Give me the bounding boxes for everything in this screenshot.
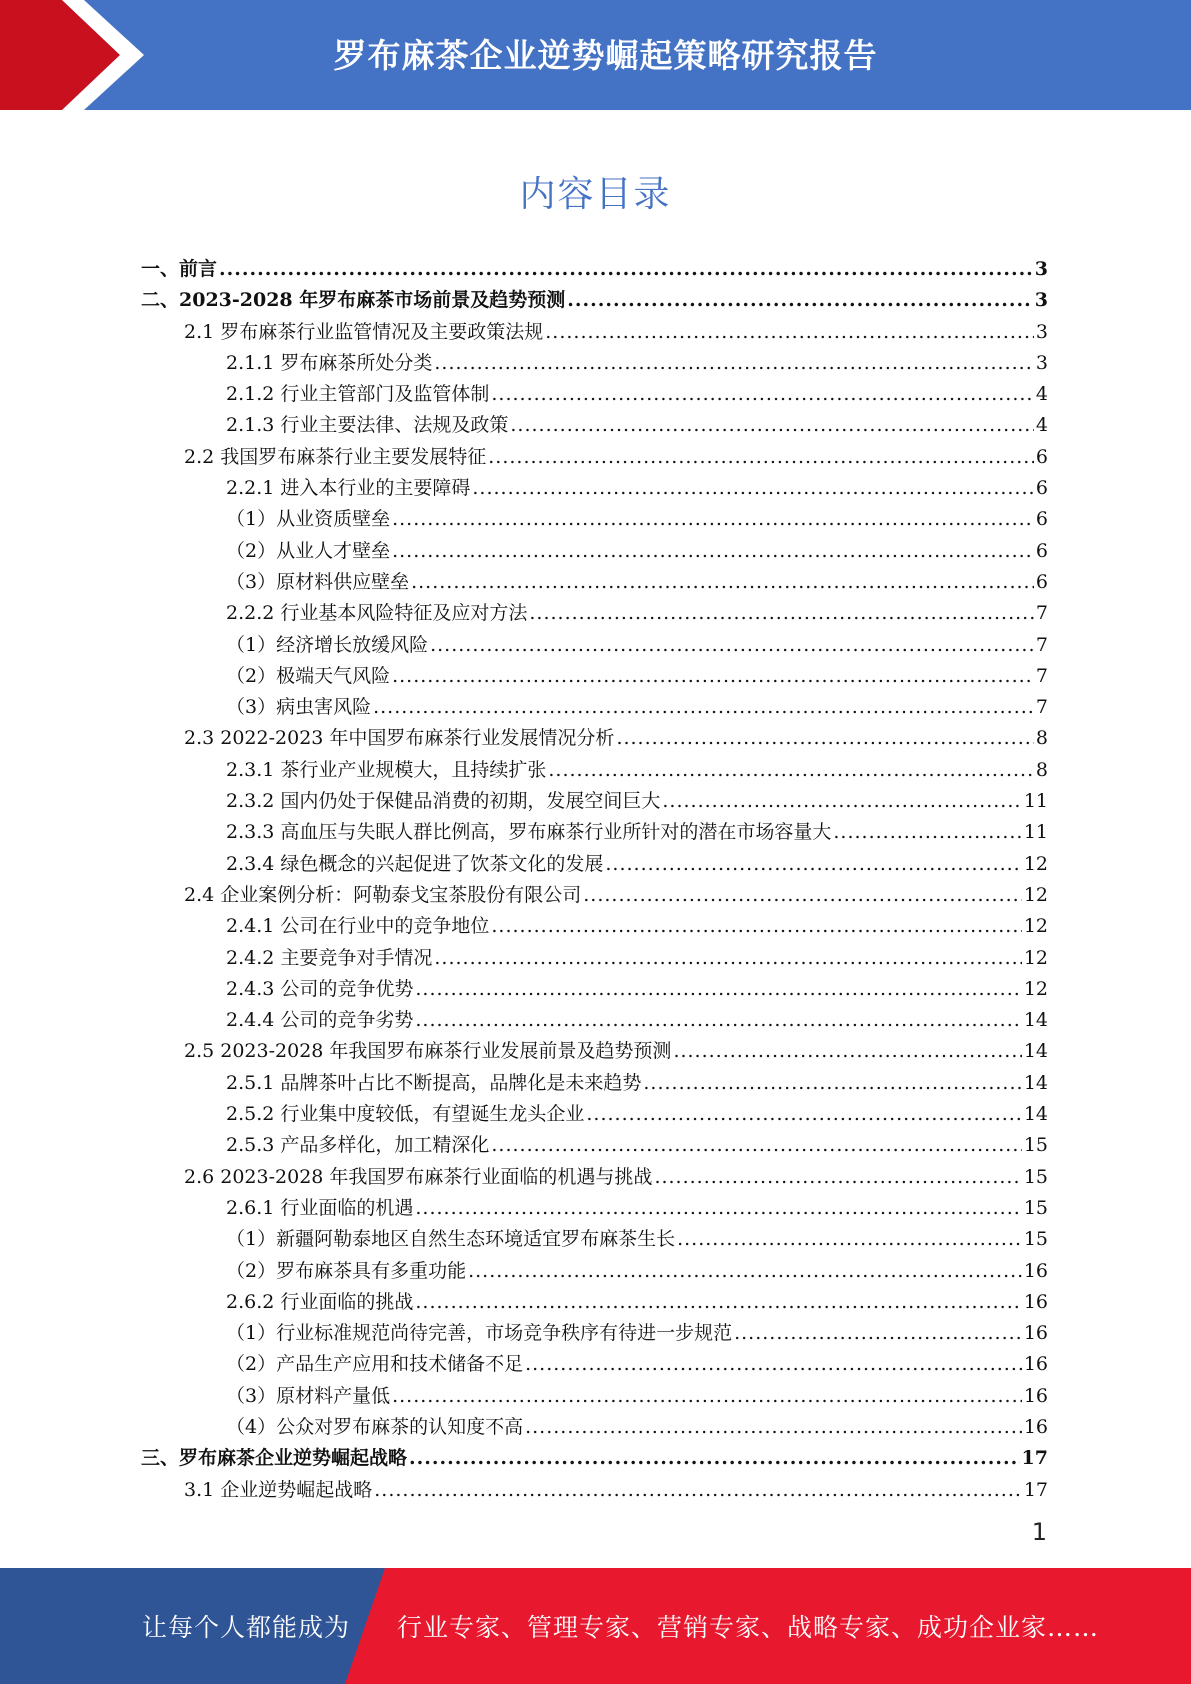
toc-dot-leader: [567, 285, 1033, 316]
toc-entry-title: 2.1.1 罗布麻茶所处分类: [226, 351, 433, 374]
toc-entry-page: 14: [1023, 1040, 1048, 1063]
toc-dot-leader: [488, 442, 1034, 473]
toc-entry-page: 7: [1035, 633, 1048, 656]
footer-slogan-right: 行业专家、管理专家、营销专家、战略专家、成功企业家……: [397, 1613, 1100, 1642]
toc-entry-page: 17: [1023, 1478, 1048, 1501]
toc-dot-leader: [409, 1443, 1020, 1474]
toc-entry[interactable]: [141, 1068, 1048, 1099]
toc-entry-page: 16: [1023, 1384, 1048, 1407]
toc-entry-page: 4: [1035, 414, 1048, 437]
toc-dot-leader: [415, 1287, 1021, 1318]
toc-entry-title: 一、前言: [141, 258, 218, 280]
toc-entry-page: 15: [1023, 1134, 1048, 1157]
toc-entry[interactable]: [141, 849, 1048, 880]
toc-entry[interactable]: [141, 1162, 1048, 1193]
toc-entry-title: 2.3.2 国内仍处于保健品消费的初期，发展空间巨大: [226, 790, 661, 813]
toc-entry-title: （2）极端天气风险: [226, 664, 391, 687]
page-number: 1: [1031, 1518, 1047, 1546]
toc-entry[interactable]: [141, 317, 1048, 348]
toc-entry-page: 17: [1021, 1447, 1048, 1470]
toc-entry-title: 2.4.3 公司的竞争优势: [226, 977, 414, 1000]
toc-entry[interactable]: [141, 630, 1048, 661]
report-title: 罗布麻茶企业逆势崛起策略研究报告: [333, 36, 878, 75]
toc-entry-page: 14: [1023, 1103, 1048, 1126]
toc-dot-leader: [833, 817, 1021, 848]
toc-entry[interactable]: [141, 1318, 1048, 1349]
toc-entry[interactable]: [141, 755, 1048, 786]
toc-entry[interactable]: [141, 661, 1048, 692]
toc-entry[interactable]: [141, 598, 1048, 629]
toc-entry-page: 12: [1023, 946, 1048, 969]
toc-entry[interactable]: [141, 536, 1048, 567]
toc-dot-leader: [392, 504, 1034, 535]
toc-entry-title: 2.5.1 品牌茶叶占比不断提高，品牌化是未来趋势: [226, 1071, 642, 1094]
toc-entry-title: （3）原材料产量低: [226, 1384, 391, 1407]
toc-dot-leader: [392, 661, 1034, 692]
toc-entry-page: 3: [1034, 289, 1048, 312]
toc-entry[interactable]: [141, 504, 1048, 535]
toc-dot-leader: [583, 880, 1022, 911]
toc-dot-leader: [472, 473, 1034, 504]
toc-entry[interactable]: [141, 1099, 1048, 1130]
toc-dot-leader: [525, 1349, 1022, 1380]
toc-dot-leader: [434, 348, 1034, 379]
toc-entry-page: 15: [1023, 1196, 1048, 1219]
toc-entry-title: 2.3 2022-2023 年中国罗布麻茶行业发展情况分析: [184, 727, 615, 750]
toc-dot-leader: [415, 1193, 1021, 1224]
toc-entry-page: 7: [1035, 664, 1048, 687]
toc-dot-leader: [468, 1256, 1022, 1287]
toc-entry-page: 11: [1023, 821, 1048, 844]
toc-entry-title: 2.6.2 行业面临的挑战: [226, 1290, 414, 1313]
toc-entry-page: 14: [1023, 1009, 1048, 1032]
toc-dot-leader: [411, 567, 1034, 598]
toc-entry-title: 2.3.1 茶行业产业规模大，且持续扩张: [226, 758, 547, 781]
toc-entry[interactable]: [141, 943, 1048, 974]
toc-entry[interactable]: [141, 786, 1048, 817]
toc-entry-title: 2.3.4 绿色概念的兴起促进了饮茶文化的发展: [226, 852, 604, 875]
toc-entry-title: 2.4.1 公司在行业中的竞争地位: [226, 915, 490, 938]
toc-entry-page: 16: [1023, 1290, 1048, 1313]
toc-entry-page: 16: [1023, 1415, 1048, 1438]
toc-entry[interactable]: [141, 1193, 1048, 1224]
toc-entry-title: （2）罗布麻茶具有多重功能: [226, 1259, 467, 1282]
toc-entry-page: 15: [1023, 1228, 1048, 1251]
toc-entry[interactable]: [141, 348, 1048, 379]
toc-entry-page: 12: [1023, 852, 1048, 875]
toc-entry[interactable]: [141, 1256, 1048, 1287]
toc-entry-title: 2.2.1 进入本行业的主要障碍: [226, 477, 471, 500]
toc-entry[interactable]: [141, 1412, 1048, 1443]
toc-entry[interactable]: [141, 817, 1048, 848]
toc-entry-title: 2.2.2 行业基本风险特征及应对方法: [226, 602, 528, 625]
toc-entry-page: 11: [1023, 790, 1048, 813]
toc-entry-page: 7: [1035, 602, 1048, 625]
footer-slogan-left: 让每个人都能成为: [142, 1613, 351, 1642]
toc-entry-title: 2.3.3 高血压与失眠人群比例高，罗布麻茶行业所针对的潜在市场容量大: [226, 821, 832, 844]
toc-entry[interactable]: [141, 1130, 1048, 1161]
toc-entry-title: 三、罗布麻茶企业逆势崛起战略: [141, 1447, 408, 1470]
toc-entry-title: （4）公众对罗布麻茶的认知度不高: [226, 1415, 524, 1438]
toc-dot-leader: [662, 786, 1021, 817]
toc-dot-leader: [525, 1412, 1022, 1443]
toc-entry[interactable]: [141, 723, 1048, 754]
toc-entry-title: 2.1.3 行业主要法律、法规及政策: [226, 414, 509, 437]
toc-dot-leader: [529, 598, 1034, 629]
toc-dot-leader: [510, 410, 1034, 441]
toc-dot-leader: [586, 1099, 1021, 1130]
toc-entry[interactable]: [141, 880, 1048, 911]
toc-entry-title: 2.4.2 主要竞争对手情况: [226, 946, 433, 969]
toc-entry[interactable]: [141, 442, 1048, 473]
toc-entry-page: 6: [1035, 508, 1048, 531]
toc-entry-title: （1）新疆阿勒泰地区自然生态环境适宜罗布麻茶生长: [226, 1228, 676, 1251]
toc-dot-leader: [673, 1036, 1021, 1067]
toc-entry-page: 6: [1035, 477, 1048, 500]
toc-entry-title: 2.5.2 行业集中度较低，有望诞生龙头企业: [226, 1103, 585, 1126]
toc-entry[interactable]: [141, 285, 1048, 316]
toc-heading: 内容目录: [519, 174, 672, 215]
toc-entry-title: 2.4.4 公司的竞争劣势: [226, 1009, 414, 1032]
toc-dot-leader: [491, 1130, 1021, 1161]
toc-dot-leader: [734, 1318, 1022, 1349]
toc-entry-title: 2.5 2023-2028 年我国罗布麻茶行业发展前景及趋势预测: [184, 1040, 672, 1063]
toc-entry[interactable]: [141, 1224, 1048, 1255]
toc-entry[interactable]: [141, 473, 1048, 504]
toc-entry[interactable]: [141, 1349, 1048, 1380]
toc-entry-page: 6: [1035, 445, 1048, 468]
toc-entry-page: 16: [1023, 1353, 1048, 1376]
page-footer: [0, 1568, 1191, 1684]
toc-dot-leader: [434, 943, 1021, 974]
toc-entry-page: 6: [1035, 539, 1048, 562]
toc-dot-leader: [373, 692, 1034, 723]
toc-entry[interactable]: [141, 1287, 1048, 1318]
toc-entry[interactable]: [141, 911, 1048, 942]
toc-dot-leader: [374, 1475, 1022, 1506]
toc-entry[interactable]: [141, 1381, 1048, 1412]
toc-dot-leader: [392, 1381, 1022, 1412]
page-header: [0, 0, 1191, 110]
toc-entry-title: 2.1 罗布麻茶行业监管情况及主要政策法规: [184, 320, 544, 343]
toc-dot-leader: [491, 911, 1021, 942]
toc-dot-leader: [491, 379, 1034, 410]
toc-dot-leader: [605, 849, 1021, 880]
toc-dot-leader: [677, 1224, 1022, 1255]
toc-dot-leader: [643, 1068, 1021, 1099]
toc-entry[interactable]: [141, 1005, 1048, 1036]
toc-entry-title: 2.2 我国罗布麻茶行业主要发展特征: [184, 445, 487, 468]
toc-entry-page: 15: [1023, 1165, 1048, 1188]
toc-entry-title: （2）产品生产应用和技术储备不足: [226, 1353, 524, 1376]
toc-entry-page: 6: [1035, 570, 1048, 593]
toc-entry-page: 3: [1035, 351, 1048, 374]
table-of-contents: [141, 254, 1048, 1506]
toc-entry-title: （2）从业人才壁垒: [226, 539, 391, 562]
toc-dot-leader: [430, 630, 1034, 661]
toc-entry[interactable]: [141, 692, 1048, 723]
toc-entry-page: 16: [1023, 1322, 1048, 1345]
toc-dot-leader: [415, 974, 1021, 1005]
toc-entry-page: 16: [1023, 1259, 1048, 1282]
toc-entry-page: 4: [1035, 383, 1048, 406]
toc-dot-leader: [548, 755, 1034, 786]
toc-entry-page: 7: [1035, 696, 1048, 719]
toc-entry-page: 8: [1035, 758, 1048, 781]
toc-entry-title: （1）行业标准规范尚待完善，市场竞争秩序有待进一步规范: [226, 1322, 733, 1345]
toc-entry[interactable]: [141, 974, 1048, 1005]
toc-entry-page: 8: [1035, 727, 1048, 750]
toc-dot-leader: [654, 1162, 1021, 1193]
toc-entry-title: （3）病虫害风险: [226, 696, 372, 719]
toc-entry[interactable]: [141, 1475, 1048, 1506]
toc-entry-title: 3.1 企业逆势崛起战略: [184, 1478, 373, 1501]
toc-entry[interactable]: [141, 1036, 1048, 1067]
toc-entry[interactable]: [141, 567, 1048, 598]
toc-entry-title: （1）经济增长放缓风险: [226, 633, 429, 656]
toc-dot-leader: [545, 317, 1034, 348]
toc-dot-leader: [392, 536, 1034, 567]
toc-entry-page: 14: [1023, 1071, 1048, 1094]
toc-entry-page: 12: [1023, 977, 1048, 1000]
toc-entry-title: 2.6.1 行业面临的机遇: [226, 1196, 414, 1219]
toc-entry[interactable]: [141, 379, 1048, 410]
toc-entry-page: 12: [1023, 883, 1048, 906]
toc-dot-leader: [415, 1005, 1021, 1036]
toc-dot-leader: [219, 254, 1033, 285]
toc-dot-leader: [616, 723, 1033, 754]
toc-entry-title: 2.6 2023-2028 年我国罗布麻茶行业面临的机遇与挑战: [184, 1165, 653, 1188]
toc-entry[interactable]: [141, 254, 1048, 285]
toc-entry-title: 二、2023-2028 年罗布麻茶市场前景及趋势预测: [141, 289, 566, 312]
toc-entry-title: 2.5.3 产品多样化，加工精深化: [226, 1134, 490, 1157]
toc-entry[interactable]: [141, 1443, 1048, 1474]
toc-entry[interactable]: [141, 410, 1048, 441]
toc-entry-title: （1）从业资质壁垒: [226, 508, 391, 531]
toc-entry-title: 2.4 企业案例分析：阿勒泰戈宝茶股份有限公司: [184, 883, 582, 906]
toc-entry-page: 3: [1034, 258, 1048, 280]
toc-entry-page: 3: [1035, 320, 1048, 343]
toc-entry-page: 12: [1023, 915, 1048, 938]
toc-entry-title: （3）原材料供应壁垒: [226, 570, 410, 593]
toc-entry-title: 2.1.2 行业主管部门及监管体制: [226, 383, 490, 406]
